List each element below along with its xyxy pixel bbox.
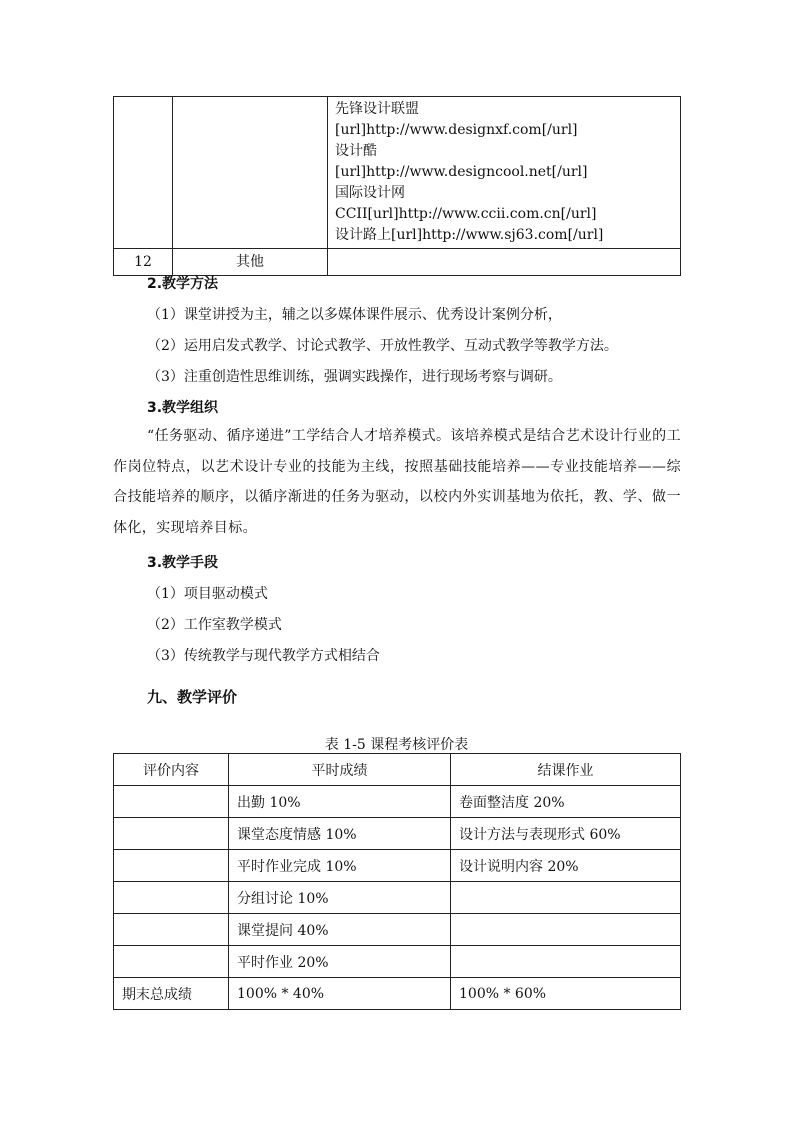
table-cell: 100% * 60% (451, 978, 681, 1010)
table-row (114, 818, 681, 850)
table-cell: 平时作业完成 10% (229, 850, 451, 882)
section-title: 九、教学评价 (147, 688, 238, 706)
table-cell (114, 946, 229, 978)
table-cell: 课堂提问 40% (229, 914, 451, 946)
resource-name: 设计酷 (335, 143, 377, 159)
resource-name: 国际设计网 (335, 185, 405, 201)
table-cell: 卷面整洁度 20% (451, 786, 681, 818)
row-name: 其他 (173, 249, 328, 276)
table-row (114, 97, 681, 249)
table-cell (173, 97, 328, 249)
table-cell (451, 914, 681, 946)
organization-heading: 3.教学组织 (147, 400, 219, 416)
table-cell: 设计方法与表现形式 60% (451, 818, 681, 850)
table-cell: 课堂态度情感 10% (229, 818, 451, 850)
table-cell (451, 946, 681, 978)
table-row (114, 946, 681, 978)
means-heading: 3.教学手段 (147, 555, 219, 571)
column-header: 评价内容 (114, 754, 229, 786)
table-caption: 表 1-5 课程考核评价表 (324, 737, 469, 753)
table-cell: 期末总成绩 (114, 978, 229, 1010)
table-row (114, 978, 681, 1010)
table-row (114, 249, 681, 276)
table-cell (114, 914, 229, 946)
table-row (114, 786, 681, 818)
table-row (114, 882, 681, 914)
table-cell (114, 97, 173, 249)
organization-paragraph: “任务驱动、循序递进”工学结合人才培养模式。该培养模式是结合艺术设计行业的工作岗位特点，以艺术设计专业的技能为主线，按照基础技能培养——专业技能培养——综合技能培养的顺序，以循序渐进的任务为驱动，以校内外实训基地为依托，教、学、做一体化，实现培养目标。 (113, 428, 681, 536)
table-cell (114, 850, 229, 882)
column-header: 结课作业 (451, 754, 681, 786)
list-item: （3）注重创造性思维训练，强调实践操作，进行现场考察与调研。 (147, 369, 562, 385)
table-row (114, 914, 681, 946)
table-cell (114, 818, 229, 850)
table-cell: 出勤 10% (229, 786, 451, 818)
table-cell (451, 882, 681, 914)
table-cell: 分组讨论 10% (229, 882, 451, 914)
evaluation-table (113, 753, 681, 1010)
table-row (114, 850, 681, 882)
table-cell: 设计说明内容 20% (451, 850, 681, 882)
list-item: （2）工作室教学模式 (147, 617, 282, 633)
resource-url: CCII[url]http://www.ccii.com.cn[/url] (335, 206, 597, 222)
table-cell: 平时作业 20% (229, 946, 451, 978)
resource-url: [url]http://www.designxf.com[/url] (335, 122, 578, 138)
table-header-row (114, 754, 681, 786)
list-item: （2）运用启发式教学、讨论式教学、开放性教学、互动式教学等教学方法。 (147, 338, 618, 354)
methods-heading: 2.教学方法 (147, 276, 219, 292)
list-item: （1）课堂讲授为主，辅之以多媒体课件展示、优秀设计案例分析， (147, 307, 562, 323)
table-cell: 100% * 40% (229, 978, 451, 1010)
table-cell (114, 786, 229, 818)
row-number: 12 (114, 249, 173, 276)
column-header: 平时成绩 (229, 754, 451, 786)
resource-url: 设计路上[url]http://www.sj63.com[/url] (335, 227, 604, 243)
resource-table (113, 96, 681, 276)
resource-name: 先锋设计联盟 (335, 101, 419, 117)
row-content (328, 249, 681, 276)
list-item: （3）传统教学与现代教学方式相结合 (147, 648, 380, 664)
table-cell (114, 882, 229, 914)
list-item: （1）项目驱动模式 (147, 586, 268, 602)
resource-list-cell (328, 97, 681, 249)
resource-url: [url]http://www.designcool.net[/url] (335, 164, 588, 180)
